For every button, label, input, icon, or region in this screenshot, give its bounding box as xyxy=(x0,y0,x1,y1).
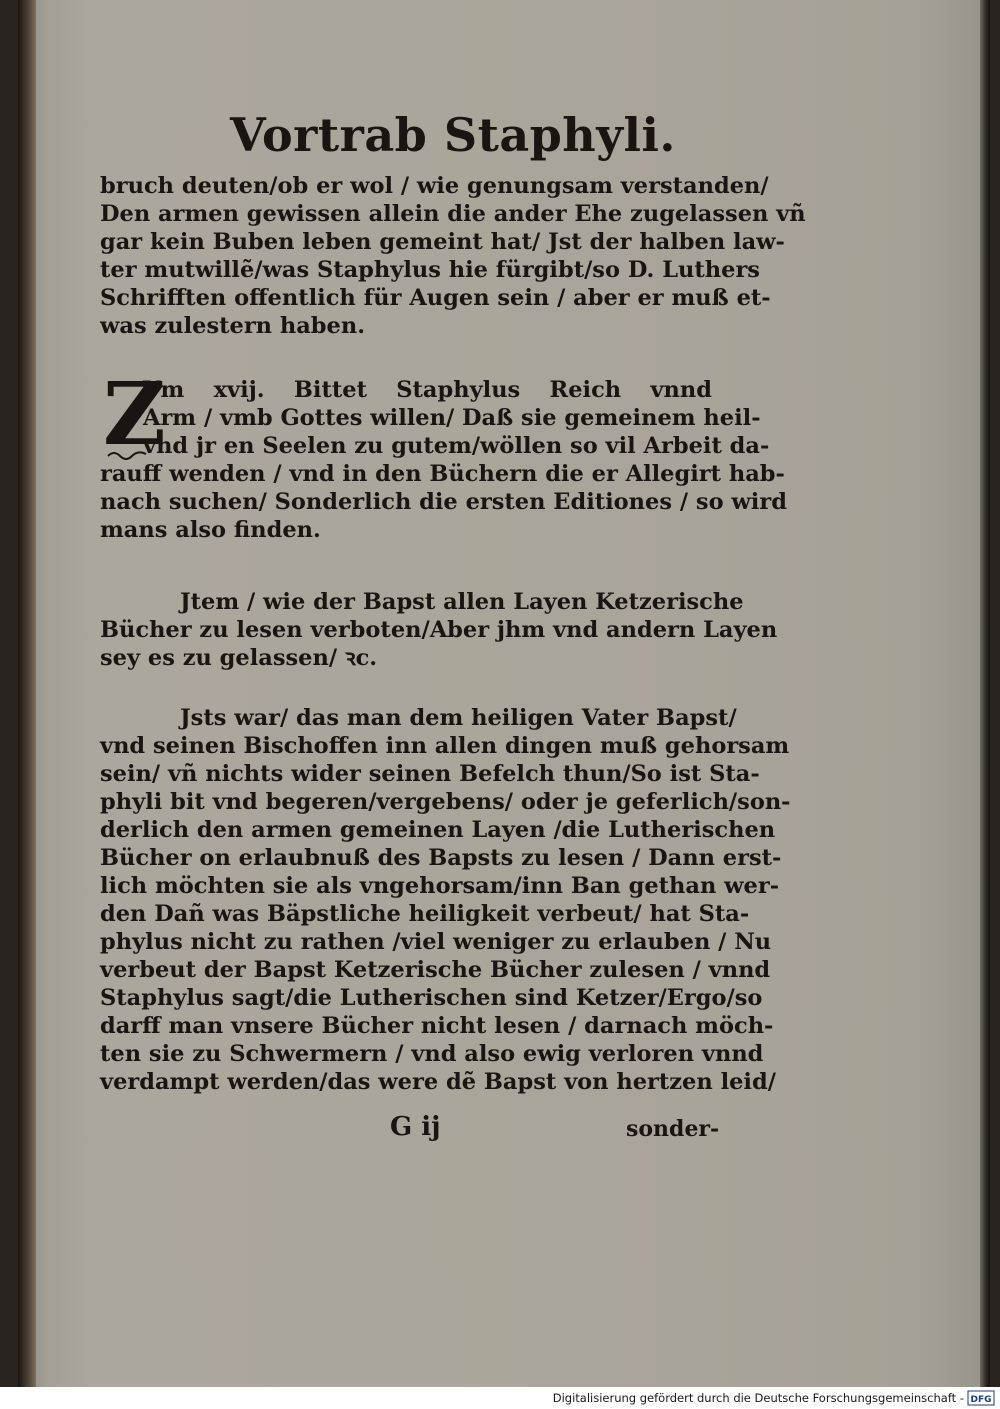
text-line: Schrifften offentlich für Augen sein / aber er muß et- xyxy=(100,285,771,311)
text-line: ten sie zu Schwermern / vnd also ewig verloren vnnd xyxy=(100,1041,764,1067)
text-line: sey es zu gelassen/ ꝛc. xyxy=(100,645,378,671)
text-line: Vm xvij. Bittet Staphylus Reich vnnd xyxy=(143,377,712,403)
catchword: sonder- xyxy=(626,1116,720,1142)
dfg-logo-icon xyxy=(968,1391,994,1405)
decorated-initial: Z xyxy=(103,364,166,465)
text-line: Den armen gewissen allein die ander Ehe zugelassen vñ xyxy=(100,201,806,227)
text-line: rauff wenden / vnd in den Büchern die er Allegirt hab- xyxy=(100,461,785,487)
paragraph-1 xyxy=(100,172,806,340)
paragraph-4 xyxy=(100,704,791,1096)
text-line: mans also finden. xyxy=(100,517,321,543)
text-line: verdampt werden/das were dẽ Bapst von hertzen leid/ xyxy=(100,1069,776,1095)
text-line: derlich den armen gemeinen Layen /die Lutherischen xyxy=(100,817,776,843)
text-line: gar kein Buben leben gemeint hat/ Jst der halben law- xyxy=(100,229,785,255)
text-line: vnd jr en Seelen zu gutem/wöllen so vil Arbeit da- xyxy=(143,433,770,459)
text-line: was zulestern haben. xyxy=(100,313,366,339)
text-line: bruch deuten/ob er wol / wie genungsam verstanden/ xyxy=(100,173,769,199)
funding-credit: Digitalisierung gefördert durch die Deutsche Forschungsgemeinschaft - xyxy=(552,1391,964,1405)
text-line: phylus nicht zu rathen /viel weniger zu erlauben / Nu xyxy=(100,929,772,955)
text-line: darff man vnsere Bücher nicht lesen / darnach möch- xyxy=(100,1013,774,1039)
text-line: Bücher zu lesen verboten/Aber jhm vnd andern Layen xyxy=(100,617,778,643)
text-line: Arm / vmb Gottes willen/ Daß sie gemeinem heil- xyxy=(143,405,761,431)
running-title: Vortrab Staphyli. xyxy=(230,108,676,162)
text-line: Bücher on erlaubnuß des Bapsts zu lesen / Dann erst- xyxy=(100,845,782,871)
text-line: Jsts war/ das man dem heiligen Vater Bapst/ xyxy=(180,705,737,731)
text-line: Staphylus sagt/die Lutherischen sind Ketzer/Ergo/so xyxy=(100,985,763,1011)
text-line: Jtem / wie der Bapst allen Layen Ketzerische xyxy=(180,589,744,615)
text-line: sein/ vñ nichts wider seinen Befelch thun/So ist Sta- xyxy=(100,761,760,787)
text-line: verbeut der Bapst Ketzerische Bücher zulesen / vnnd xyxy=(100,957,771,983)
text-line: ter mutwillẽ/was Staphylus hie fürgibt/so D. Luthers xyxy=(100,257,760,283)
paragraph-2 xyxy=(100,376,787,544)
text-line: den Dañ was Bäpstliche heiligkeit verbeut/ hat Sta- xyxy=(100,901,750,927)
text-line: vnd seinen Bischoffen inn allen dingen muß gehorsam xyxy=(100,733,790,759)
text-line: lich möchten sie als vngehorsam/inn Ban gethan wer- xyxy=(100,873,780,899)
paragraph-3 xyxy=(100,588,778,672)
page-edge xyxy=(980,0,990,1387)
dfg-logo-text: DFG xyxy=(970,1395,992,1405)
signature-mark: G ij xyxy=(390,1112,441,1142)
text-line: nach suchen/ Sonderlich die ersten Editiones / so wird xyxy=(100,489,787,515)
page-gutter xyxy=(18,0,36,1387)
text-line: phyli bit vnd begeren/vergebens/ oder je geferlich/son- xyxy=(100,789,791,815)
